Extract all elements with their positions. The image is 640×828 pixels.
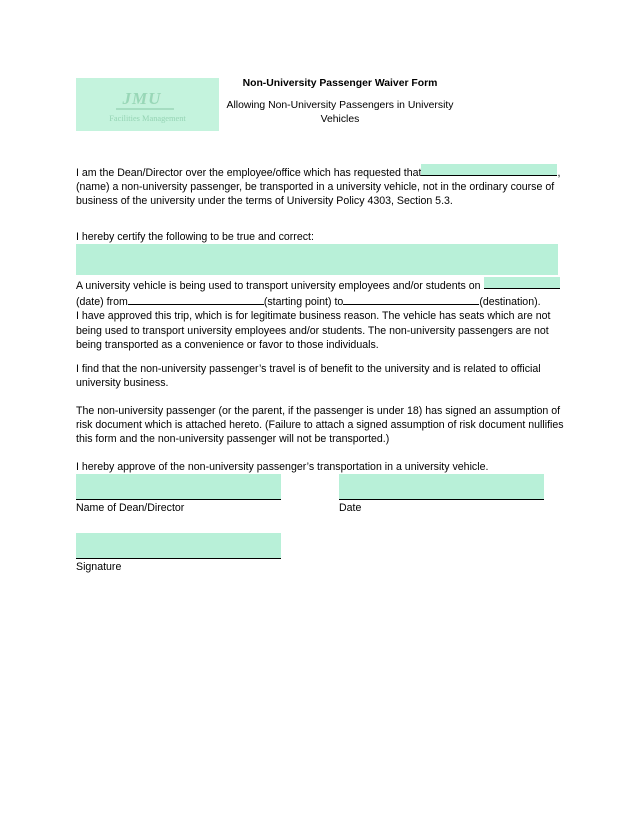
trip-date-label: (date) from bbox=[76, 296, 128, 309]
certify-heading: I hereby certify the following to be true and correct: bbox=[76, 231, 314, 243]
form-title: Non-University Passenger Waiver Form bbox=[242, 78, 438, 89]
intro-paragraph bbox=[76, 164, 576, 209]
intro-line-1 bbox=[76, 164, 576, 180]
trip-paragraph bbox=[76, 277, 576, 352]
logo-mark: JMU bbox=[122, 89, 162, 108]
risk-paragraph bbox=[76, 404, 576, 447]
trip-line-3: I have approved this trip, which is for legitimate business reason. The vehicle has seats which are not bbox=[76, 310, 551, 323]
intro-line-2: (name) a non-university passenger, be transported in a university vehicle, not in the ordinary course of bbox=[76, 181, 555, 194]
risk-line-2: risk document which is attached hereto. (Failure to attach a signed assumption of risk document nullifies bbox=[76, 419, 564, 432]
passenger-name-field[interactable] bbox=[421, 164, 557, 176]
form-subtitle-line2: Vehicles bbox=[320, 114, 360, 125]
logo-subtitle: Facilities Management bbox=[109, 114, 186, 123]
trip-line-1 bbox=[76, 277, 576, 293]
trip-destination-label: (destination). bbox=[479, 296, 541, 309]
dean-name-label: Name of Dean/Director bbox=[76, 502, 185, 514]
date-label: Date bbox=[339, 502, 362, 514]
risk-line-1: The non-university passenger (or the parent, if the passenger is under 18) has signed an assumption of bbox=[76, 405, 561, 417]
destination-field[interactable] bbox=[343, 293, 479, 305]
risk-line-3: this form and the non-university passenger will not be transported.) bbox=[76, 433, 390, 446]
approve-statement: I hereby approve of the non-university passenger’s transportation in a university vehicle. bbox=[76, 461, 489, 473]
intro-text-1: I am the Dean/Director over the employee/office which has requested that bbox=[76, 167, 422, 179]
trip-line-5: being transported as a convenience or favor to those individuals. bbox=[76, 338, 379, 351]
logo-underline bbox=[116, 108, 174, 110]
form-subtitle bbox=[222, 99, 458, 127]
benefit-paragraph bbox=[76, 362, 576, 390]
starting-point-field[interactable] bbox=[128, 293, 264, 305]
trip-line-4: being used to transport university employees and/or students. The non-university passengers are not bbox=[76, 324, 549, 337]
trip-line-2 bbox=[76, 293, 576, 309]
dean-name-field[interactable] bbox=[76, 474, 281, 500]
trip-text-1: A university vehicle is being used to transport university employees and/or students on bbox=[76, 280, 481, 292]
intro-line-3: business of the university under the terms of University Policy 4303, Section 5.3. bbox=[76, 195, 453, 208]
benefit-line-2: university business. bbox=[76, 377, 169, 390]
signature-field[interactable] bbox=[76, 533, 281, 559]
intro-comma: , bbox=[557, 167, 561, 179]
signature-label: Signature bbox=[76, 561, 122, 573]
certification-field[interactable] bbox=[76, 244, 558, 275]
date-field[interactable] bbox=[339, 474, 544, 500]
trip-date-field[interactable] bbox=[484, 277, 560, 289]
jmu-facilities-logo bbox=[76, 78, 219, 131]
form-subtitle-line1: Allowing Non-University Passengers in University bbox=[226, 100, 454, 111]
trip-start-label: (starting point) to bbox=[263, 296, 344, 309]
benefit-line-1: I find that the non-university passenger’s travel is of benefit to the university and is related to official bbox=[76, 363, 541, 375]
